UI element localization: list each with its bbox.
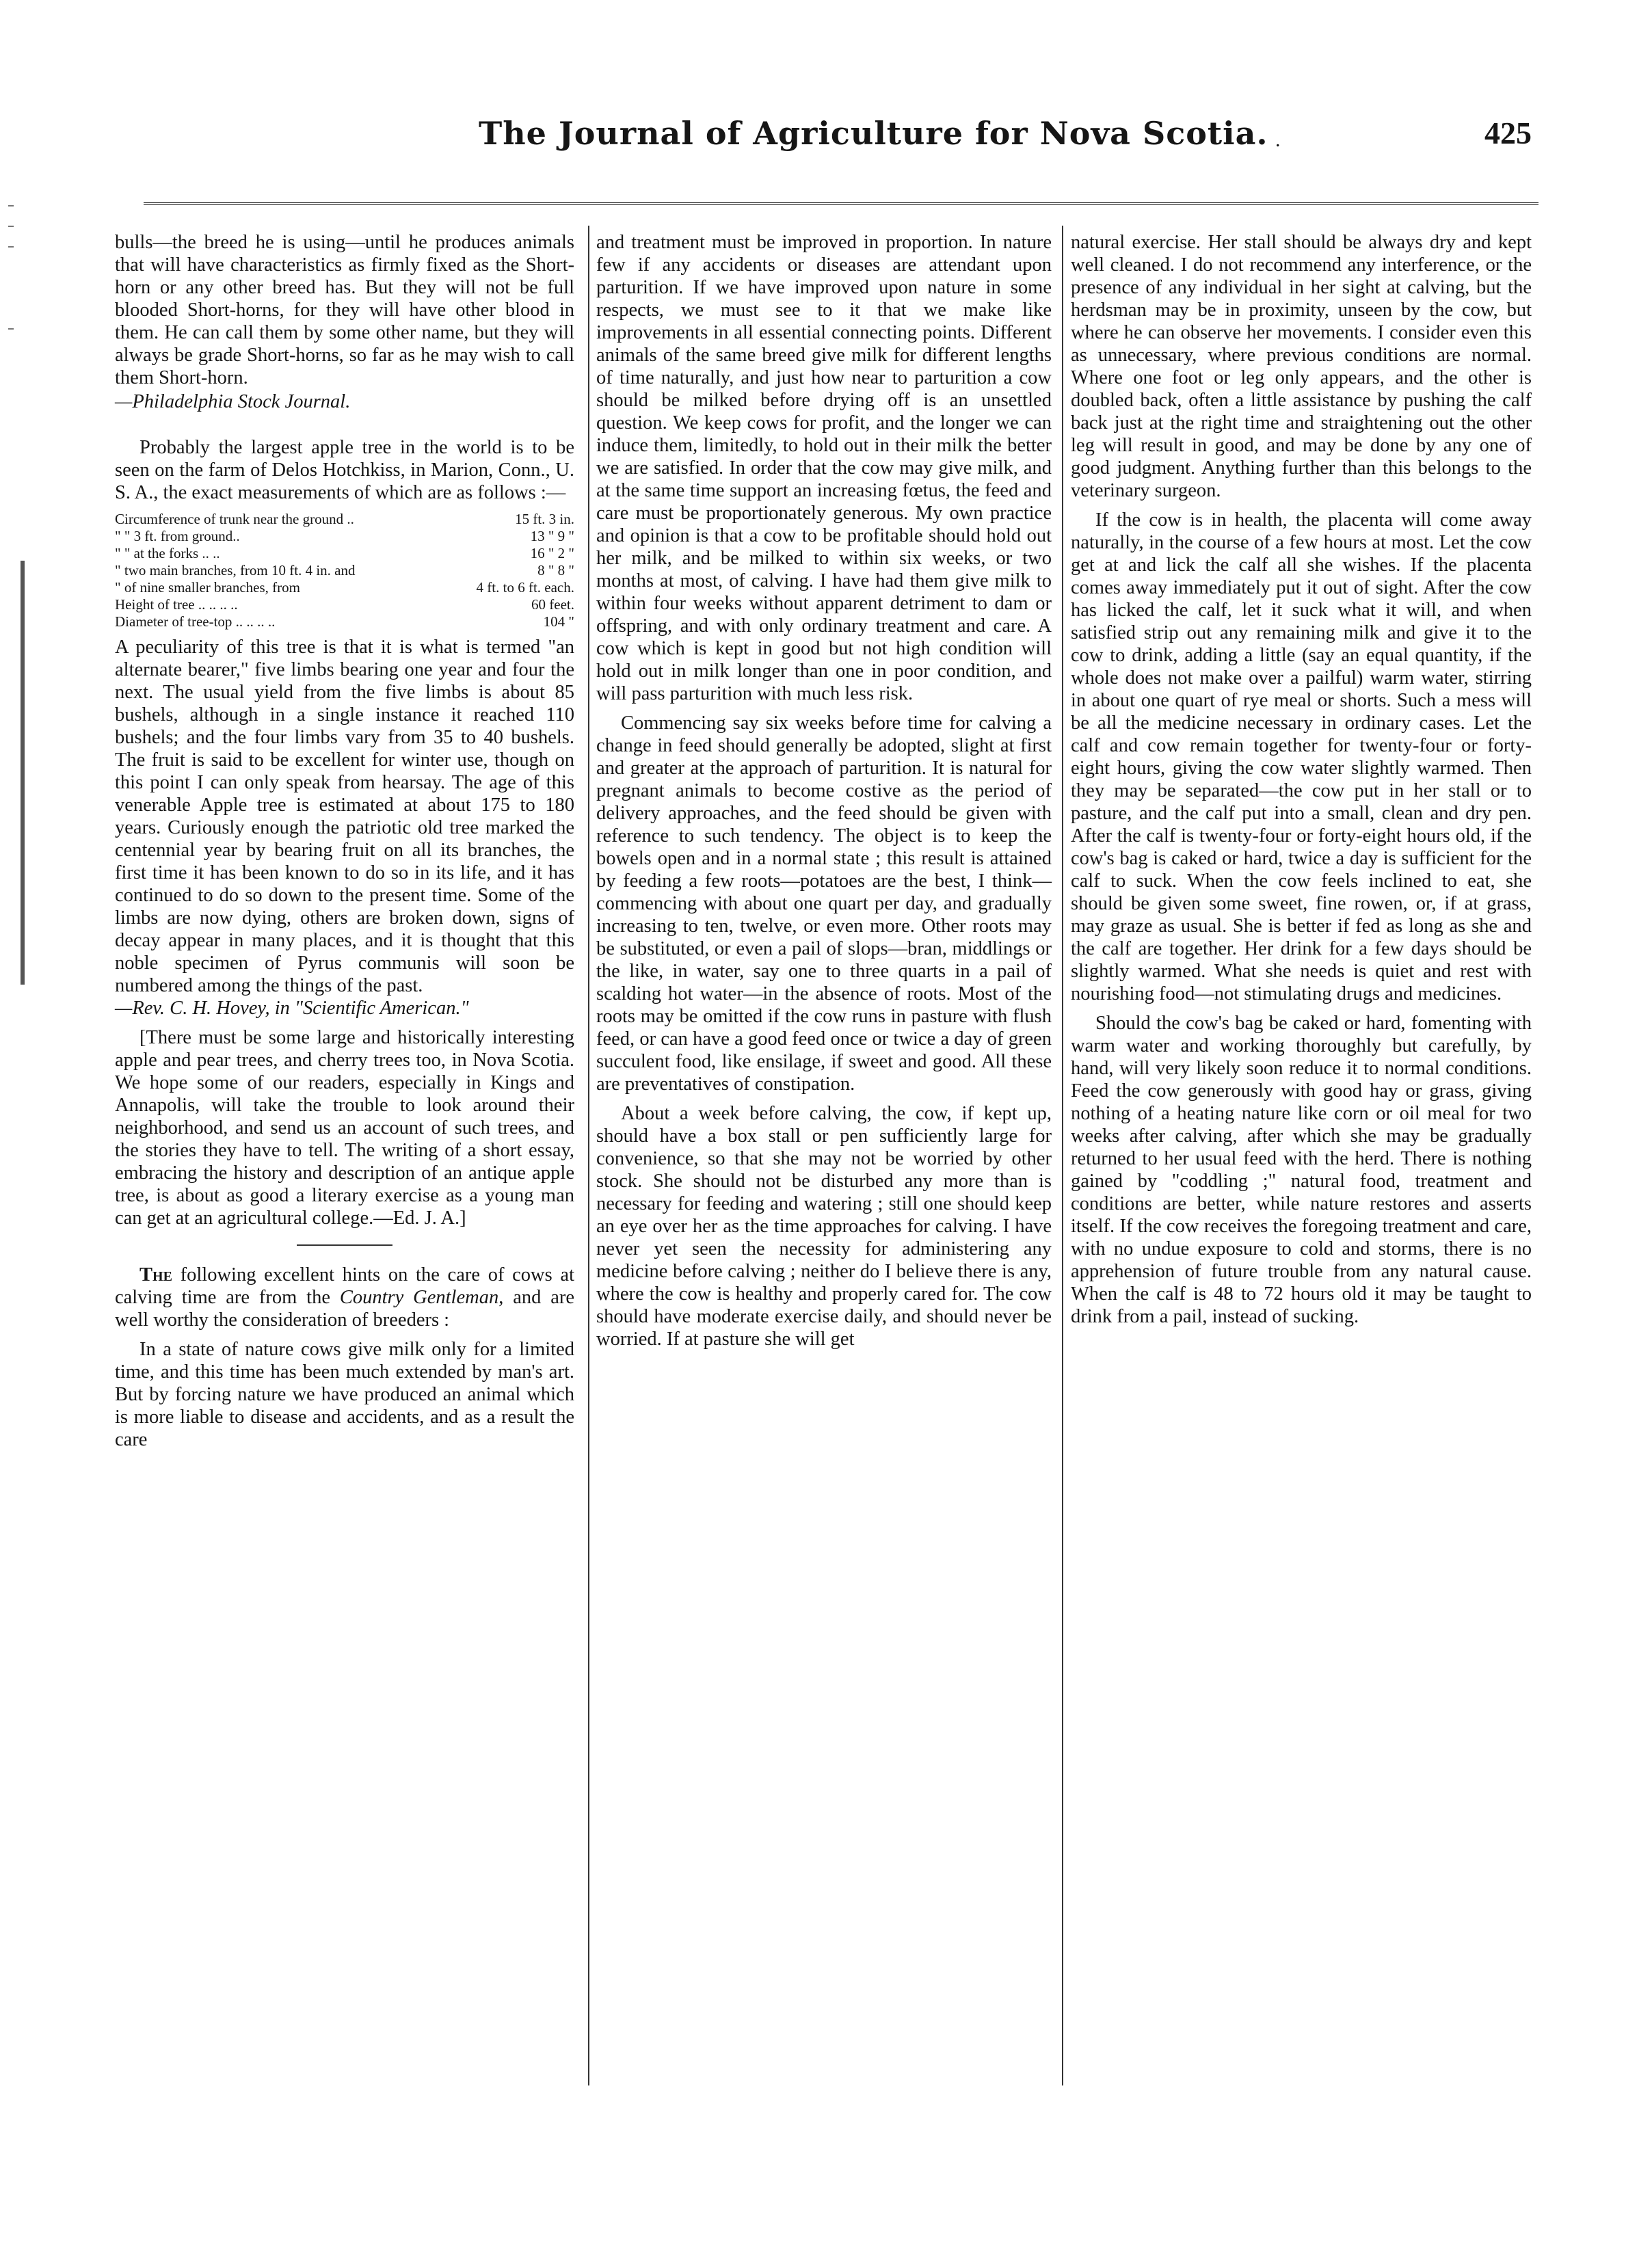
citation-text: —Rev. C. H. Hovey, in "Scientific American.": [115, 998, 469, 1019]
text-span: following excellent hints on the care of cows at calving time are from the: [115, 1264, 574, 1308]
paragraph: Commencing say six weeks before time for calving a change in feed should generally be adopted, slight at first and greater at the approach of parturition. It is natural for pregnant animals to become costive as the period of delivery approaches, and the feed should be given with reference to such tendency. The object is to keep the bowels open and in a normal state ; this result is attained by feeding a few roots—potatoes are the best, I think—commencing with about one quart per day, and gradually increasing to ten, twelve, or even more. Other roots may be substituted, or even a pail of slops—bran, middlings or the like, in water, say one to three quarts in a pail of scalding hot water—in the absence of roots. Most of the roots may be omitted if the cow runs in pasture with flush feed, or can have a good feed once or twice a day of green succulent food, like ensilage, if sweet and good. All these are preventatives of constipation.: [596, 712, 1052, 1095]
header-dot: .: [1275, 129, 1281, 151]
measure-value: 104 ": [543, 613, 574, 630]
paragraph: Should the cow's bag be caked or hard, fomenting with warm water and working thoroughly but carefully, by hand, will very likely soon reduce it to normal conditions. Feed the cow generously with good hay or grass, giving nothing of a heating nature like corn or oil meal for two weeks after calving, after which she may be gradually returned to her usual feed with the herd. There is nothing gained by "coddling ;" natural food, treatment and conditions are better, while nature restores and asserts itself. If the cow receives the foregoing treatment and care, with no undue exposure to cold and storms, there is no apprehension of future trouble from any natural cause. When the calf is 48 to 72 hours old it may be taught to drink from a pail, instead of sucking.: [1071, 1013, 1532, 1327]
measure-label: Diameter of tree-top .. .. .. ..: [115, 613, 276, 630]
measure-label: Height of tree .. .. .. ..: [115, 596, 238, 613]
measure-label: " of nine smaller branches, from: [115, 579, 300, 596]
margin-tick: [8, 205, 14, 206]
editor-note: [There must be some large and historically interesting apple and pear trees, and cherry trees too, in Nova Scotia. We hope some of our readers, especially in Kings and Annapolis, will take the trouble to look around their neighborhood, and send us an account of such trees, and the stories they have to tell. The writing of a short essay, embracing the history and description of an antique apple tree, is about as good a literary exercise as a young man can get at an agricultural college.—Ed. J. A.]: [115, 1027, 574, 1229]
page-number: 425: [1484, 116, 1532, 150]
source-name: Country Gentleman: [339, 1287, 499, 1308]
paragraph: In a state of nature cows give milk only for a limited time, and this time has been much extended by man's art. But by forcing nature we have produced an animal which is more liable to disease and accidents, and as a result the care: [115, 1339, 574, 1450]
running-header: [438, 115, 1532, 170]
column-rule: [588, 226, 589, 2085]
paragraph: About a week before calving, the cow, if kept up, should have a box stall or pen sufficiently large for convenience, so that she may not be worried by other stock. She should not be disturbed any more than is necessary for feeding and watering ; still one should keep an eye over her as the time approaches for calving. I have never yet seen the necessity for administering any medicine before calving ; neither do I believe there is any, where the cow is healthy and properly cared for. The cow should have moderate exercise daily, and should never be worried. If at pasture she will get: [596, 1103, 1052, 1350]
table-row: [115, 613, 574, 630]
paragraph: A peculiarity of this tree is that it is what is termed "an alternate bearer," five limbs bearing one year and four the next. The usual yield from the five limbs is about 85 bushels, although in a single instance it reached 110 bushels; and the four limbs vary from 35 to 40 bushels. The fruit is said to be excellent for winter use, though on this point I can only speak from hearsay. The age of this venerable Apple tree is estimated at about 175 to 180 years. Curiously enough the patriotic old tree marked the centennial year by bearing fruit on all its branches, the first time it has been known to do so in its life, and it has continued to do so down to the present time. Some of the limbs are now dying, others are broken down, signs of decay appear in many places, and it is thought that this noble specimen of Pyrus communis will soon be numbered among the things of the past.: [115, 637, 574, 996]
table-row: [115, 545, 574, 562]
source-citation: [115, 997, 574, 1019]
journal-title: The Journal of Agriculture for Nova Scotia.: [479, 115, 1268, 152]
measure-label: " " 3 ft. from ground..: [115, 528, 240, 544]
column-1: [115, 231, 574, 1458]
paragraph: natural exercise. Her stall should be always dry and kept well cleaned. I do not recommend any interference, or the presence of any individual in her sight at calving, but the herdsman may be in proximity, unseen by the cow, but where he can observe her movements. I consider even this as unnecessary, where previous conditions are normal. Where one foot or leg only appears, and the other is doubled back, often a little assistance by pushing the calf back just at the right time and straightening out the other leg will result in good, and may be done by any one of good judgment. Anything further than this belongs to the veterinary surgeon.: [1071, 232, 1532, 501]
table-row: [115, 596, 574, 613]
text-span: , and are well worthy the consideration of breeders :: [115, 1287, 574, 1331]
table-row: [115, 528, 574, 545]
column-3: [1071, 231, 1532, 1335]
source-citation: [115, 390, 574, 413]
margin-tick: [8, 328, 14, 330]
paragraph: bulls—the breed he is using—until he produces animals that will have characteristics as firmly fixed as the Short-horn or any other breed has. But they will not be full blooded Short-horns, for they will have other blood in them. He can call them by some other name, but they will always be grade Short-horns, so far as he may wish to call them Short-horn.: [115, 232, 574, 388]
margin-tick: [8, 246, 14, 248]
measure-label: " two main branches, from 10 ft. 4 in. and: [115, 562, 356, 578]
margin-bar: [21, 561, 25, 985]
section-divider: [297, 1244, 392, 1246]
measure-label: " " at the forks .. ..: [115, 545, 220, 561]
citation-text: —Philadelphia Stock Journal.: [115, 391, 351, 412]
header-rule: [144, 202, 1538, 205]
column-rule: [1062, 226, 1063, 2085]
paragraph: Probably the largest apple tree in the world is to be seen on the farm of Delos Hotchkiss, in Marion, Conn., U. S. A., the exact measurements of which are as follows :—: [115, 437, 574, 503]
paragraph: and treatment must be improved in proportion. In nature few if any accidents or diseases are attendant upon parturition. If we have improved upon nature in some respects, we must see to it that we make like improvements in all essential connecting points. Different animals of the same breed give milk for different lengths of time naturally, and just how near to parturition a cow should be milked before drying off is an unsettled question. We keep cows for profit, and the longer we can induce them, limitedly, to hold out in their milk the better we are satisfied. In order that the cow may give milk, and at the same time support an increasing fœtus, the feed and care must be proportionately generous. My own practice and opinion is that a cow to be profitable should hold out her milk, and be milked to within six weeks, or two months at most, of calving. I have had them give milk to within four weeks without apparent detriment to dam or offspring, and with only ordinary treatment and care. A cow which is kept in good but not high condition will hold out in milk longer than one in poor condition, and will pass parturition with much less risk.: [596, 232, 1052, 704]
margin-tick: [8, 226, 14, 227]
column-2: [596, 231, 1052, 1357]
measure-value: 4 ft. to 6 ft. each.: [476, 579, 574, 596]
lead-word: The: [139, 1264, 172, 1285]
measure-value: 15 ft. 3 in.: [515, 511, 574, 527]
paragraph: [115, 1264, 574, 1331]
measure-value: 60 feet.: [531, 596, 574, 613]
measurements-table: [115, 511, 574, 630]
measure-value: 8 " 8 ": [537, 562, 574, 578]
measure-value: 16 " 2 ": [530, 545, 574, 561]
measure-label: Circumference of trunk near the ground ..: [115, 511, 354, 527]
table-row: [115, 562, 574, 579]
paragraph: If the cow is in health, the placenta will come away naturally, in the course of a few hours at most. Let the cow get at and lick the calf all she wishes. If the placenta comes away immediately put it out of sight. After the cow has licked the calf, let it suck what it will, and when satisfied strip out any remaining milk and give it to the cow to drink, adding a little (say an equal quantity, if the whole does not make over a pailful) warm water, stirring in about one quart of rye meal or shorts. Such a mess will be all the medicine necessary in ordinary cases. Let the calf and cow remain together for twenty-four or forty-eight hours, giving the cow water slightly warmed. Then they may be separated—the cow put in her stall or to pasture, and the calf put into a small, clean and dry pen. After the calf is twenty-four or forty-eight hours old, if the cow's bag is caked or hard, twice a day is sufficient for the calf to suck. When the cow feels inclined to eat, she should be given some sweet, fine rowen, or, if at grass, may graze as usual. She is better if fed as long as she and the calf are together. Her drink for a few days should be slightly warmed. What she needs is quiet and rest with nourishing food—not stimulating drugs and medicines.: [1071, 509, 1532, 1004]
table-row: [115, 579, 574, 596]
table-row: [115, 511, 574, 528]
measure-value: 13 " 9 ": [530, 528, 574, 544]
